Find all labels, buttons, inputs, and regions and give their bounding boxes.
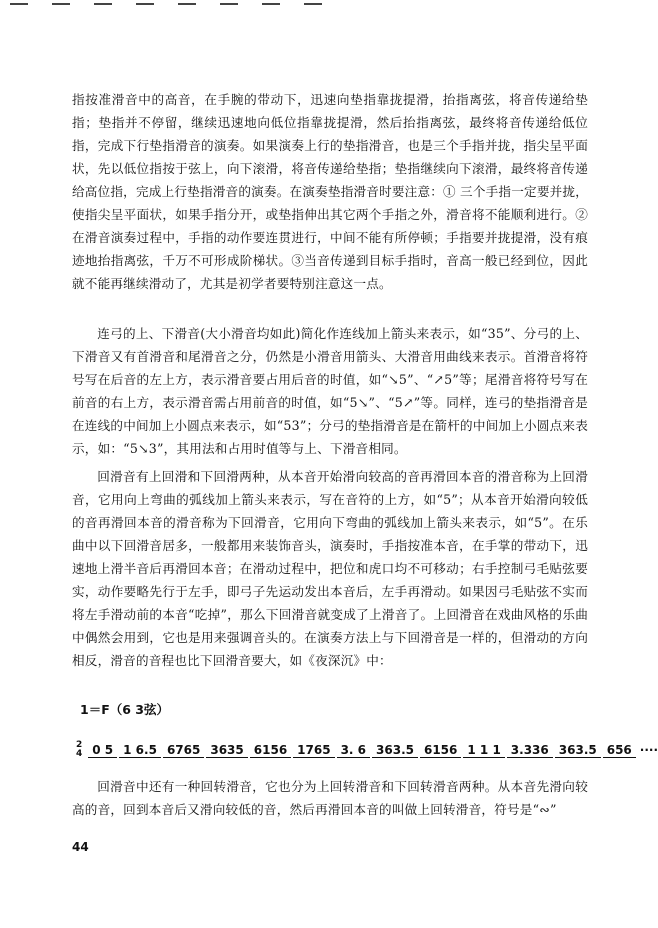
score-bar-9: 1 1 1	[463, 743, 504, 758]
music-score-line	[76, 738, 658, 762]
time-signature	[76, 741, 82, 759]
score-bar-12: 656	[603, 743, 636, 758]
score-bar-1: 1 6.5	[119, 743, 161, 758]
paragraph-4: 回滑音中还有一种回转滑音，它也分为上回转滑音和下回转滑音两种。从本音先滑向较高的音，回到本音后又滑向较低的音，然后再滑回本音的叫做上回转滑音，符号是“∾”	[72, 779, 588, 817]
score-bar-3: 3635	[206, 743, 247, 758]
paragraph-1: 指按准滑音中的高音，在手腕的带动下，迅速向垫指靠拢提滑，抬指离弦，将音传递给垫指；垫指并不停留，继续迅速地向低位指靠拢提滑，然后抬指离弦，最终将音传递给低位指，完成下行垫指滑音的演奏。如果演奏上行的垫指滑音，也是三个手指并拢，指尖呈平面状，先以低位指按于弦上，向下滚滑，将音传递给垫指；垫指继续向下滚滑，最终将音传递给高位指，完成上行垫指滑音的演奏。在演奏垫指滑音时要注意：① 三个手指一定要并拢，使指尖呈平面状，如果手指分开，或垫指伸出其它两个手指之外，滑音将不能顺利进行。②在滑音演奏过程中，手指的动作要连贯进行，中间不能有所停顿；手指要并拢提滑，没有痕迹地抬指离弦，千万不可形成阶梯状。③当音传递到目标手指时，音高一般已经到位，因此就不能再继续滑动了，尤其是初学者要特别注意这一点。	[72, 92, 588, 291]
score-bar-8: 6156	[420, 743, 461, 758]
score-bar-7: 363.5	[372, 743, 418, 758]
score-bar-6: 3. 6	[337, 743, 370, 758]
score-pickup: 0 5	[88, 743, 117, 758]
score-ending-dots: ····	[639, 743, 658, 757]
scan-edge-marks	[10, 0, 322, 6]
score-bar-4: 6156	[250, 743, 291, 758]
score-bar-11: 363.5	[555, 743, 601, 758]
score-bar-2: 6765	[163, 743, 204, 758]
time-signature-numerator: 2	[76, 740, 83, 750]
paragraph-2: 连弓的上、下滑音(大小滑音均如此)简化作连线加上箭头来表示，如“35”、分弓的上、下滑音又有首滑音和尾滑音之分，仍然是小滑音用箭头、大滑音用曲线来表示。首滑音将符号写在后音的左上方，表示滑音要占用后音的时值，如“↘5”、“↗5”等；尾滑音将符号写在前音的右上方，表示滑音需占用前音的时值，如“5↘”、“5↗”等。同样，连弓的垫指滑音是在连线的中间加上小圆点来表示，如“53”；分弓的垫指滑音是在箭杆的中间加上小圆点来表示，如：“5↘3”，其用法和占用时值等与上、下滑音相同。	[72, 326, 588, 456]
key-signature: 1＝F（6 3弦）	[80, 702, 169, 717]
time-signature-denominator: 4	[76, 749, 83, 759]
score-bar-10: 3.336	[507, 743, 553, 758]
paragraph-3: 回滑音有上回滑和下回滑两种，从本音开始滑向较高的音再滑回本音的滑音称为上回滑音，它用向上弯曲的弧线加上箭头来表示，写在音符的上方，如“5”；从本音开始滑向较低的音再滑回本音的滑音称为下回滑音，它用向下弯曲的弧线加上箭头来表示，如“5”。在乐曲中以下回滑音居多，一般都用来装饰音头，演奏时，手指按准本音，在手掌的带动下，迅速地上滑半音后再滑回本音；在滑动过程中，把位和虎口均不可移动；右手控制弓毛贴弦要实，动作要略先行于左手，即弓子先运动发出本音后，左手再滑动。如果因弓毛贴弦不实而将左手滑动前的本音“吃掉”，那么下回滑音就变成了上滑音了。上回滑音在戏曲风格的乐曲中偶然会用到，它也是用来强调音头的。在演奏方法上与下回滑音是一样的，但滑动的方向相反，滑音的音程也比下回滑音要大，如《夜深沉》中：	[72, 469, 588, 668]
score-bar-5: 1765	[293, 743, 334, 758]
page-number: 44	[72, 840, 89, 854]
